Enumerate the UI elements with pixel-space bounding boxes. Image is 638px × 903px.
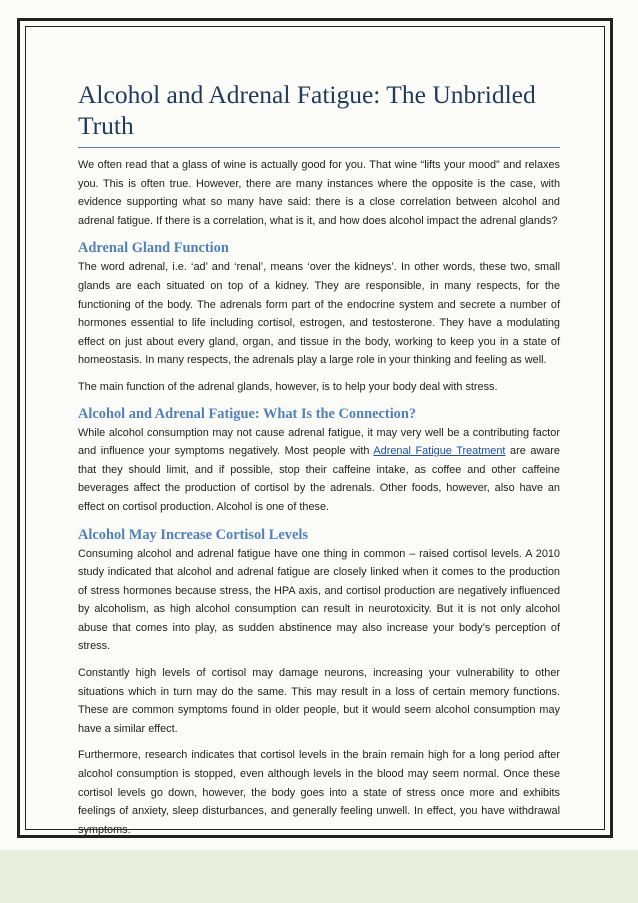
paragraph-cortisol-2: Constantly high levels of cortisol may damage neurons, increasing your vulnerability to other situations which in turn may do the same. This may result in a loss of certain memory functions. These are common symptoms found in older people, but it would seem alcohol consumption may have a similar effect.: [78, 667, 560, 735]
document-content: [78, 79, 560, 839]
paragraph-cortisol-1: Consuming alcohol and adrenal fatigue have one thing in common – raised cortisol levels. A 2010 study indicated that alcohol and adrenal fatigue are closely linked when it comes to the production of stress hormones because stress, the HPA axis, and cortisol production are negatively influenced by alcoholism, as high alcohol consumption can result in neurotoxicity. But it is not only alcohol abuse that comes into play, as sudden abstinence may also increase your body’s perception of stress.: [78, 547, 560, 653]
paragraph-cortisol-3: Furthermore, research indicates that cortisol levels in the brain remain high for a long period after alcohol consumption is stopped, even although levels in the blood may seem normal. Once these cortisol levels go down, however, the body goes into a state of stress once more and exhibits feelings of anxiety, sleep disturbances, and generally feeling unwell. In effect, you have withdrawal symptoms.: [78, 749, 560, 836]
intro-paragraph: We often read that a glass of wine is actually good for you. That wine “lifts your mood” and relaxes you. This is often true. However, there are many instances where the opposite is the case, with evidence supporting what so many have said: there is a close correlation between alcohol and adrenal fatigue. If there is a correlation, what is it, and how does alcohol impact the adrenal glands?: [78, 159, 560, 227]
page-bottom-band: [0, 850, 638, 903]
heading-cortisol-levels: Alcohol May Increase Cortisol Levels: [78, 526, 308, 543]
heading-alcohol-connection: Alcohol and Adrenal Fatigue: What Is the Connection?: [78, 405, 417, 422]
heading-adrenal-gland-function: Adrenal Gland Function: [78, 240, 229, 257]
paragraph-adrenal-function: The word adrenal, i.e. ‘ad’ and ‘renal’, means ‘over the kidneys’. In other words, these two, small glands are each situated on top of a kidney. They are responsible, in many respects, for the functioning of the body. The adrenals form part of the endocrine system and secrete a number of hormones essential to life including cortisol, estrogen, and testosterone. They have a modulating effect on just about every gland, organ, and tissue in the body, working to keep you in a state of homeostasis. In many respects, the adrenals play a large role in your thinking and feeling as well.: [78, 261, 560, 367]
adrenal-fatigue-treatment-link[interactable]: Adrenal Fatigue Treatment: [373, 445, 506, 458]
paragraph-connection-start: While alcohol consumption may not cause adrenal fatigue, it may very well be a contributing factor and influence your symptoms negatively. Most people with: [78, 426, 560, 458]
paragraph-adrenal-stress: The main function of the adrenal glands, however, is to help your body deal with stress.: [78, 380, 498, 393]
paragraph-connection-end: are aware that they should limit, and if possible, stop their caffeine intake, as coffee and other caffeine beverages affect the production of cortisol by the adrenals. Other foods, however, also have an effect on cortisol production. Alcohol is one of these.: [78, 445, 560, 513]
document-title: Alcohol and Adrenal Fatigue: The Unbridled Truth: [78, 79, 560, 148]
paragraph-connection: [78, 424, 560, 517]
